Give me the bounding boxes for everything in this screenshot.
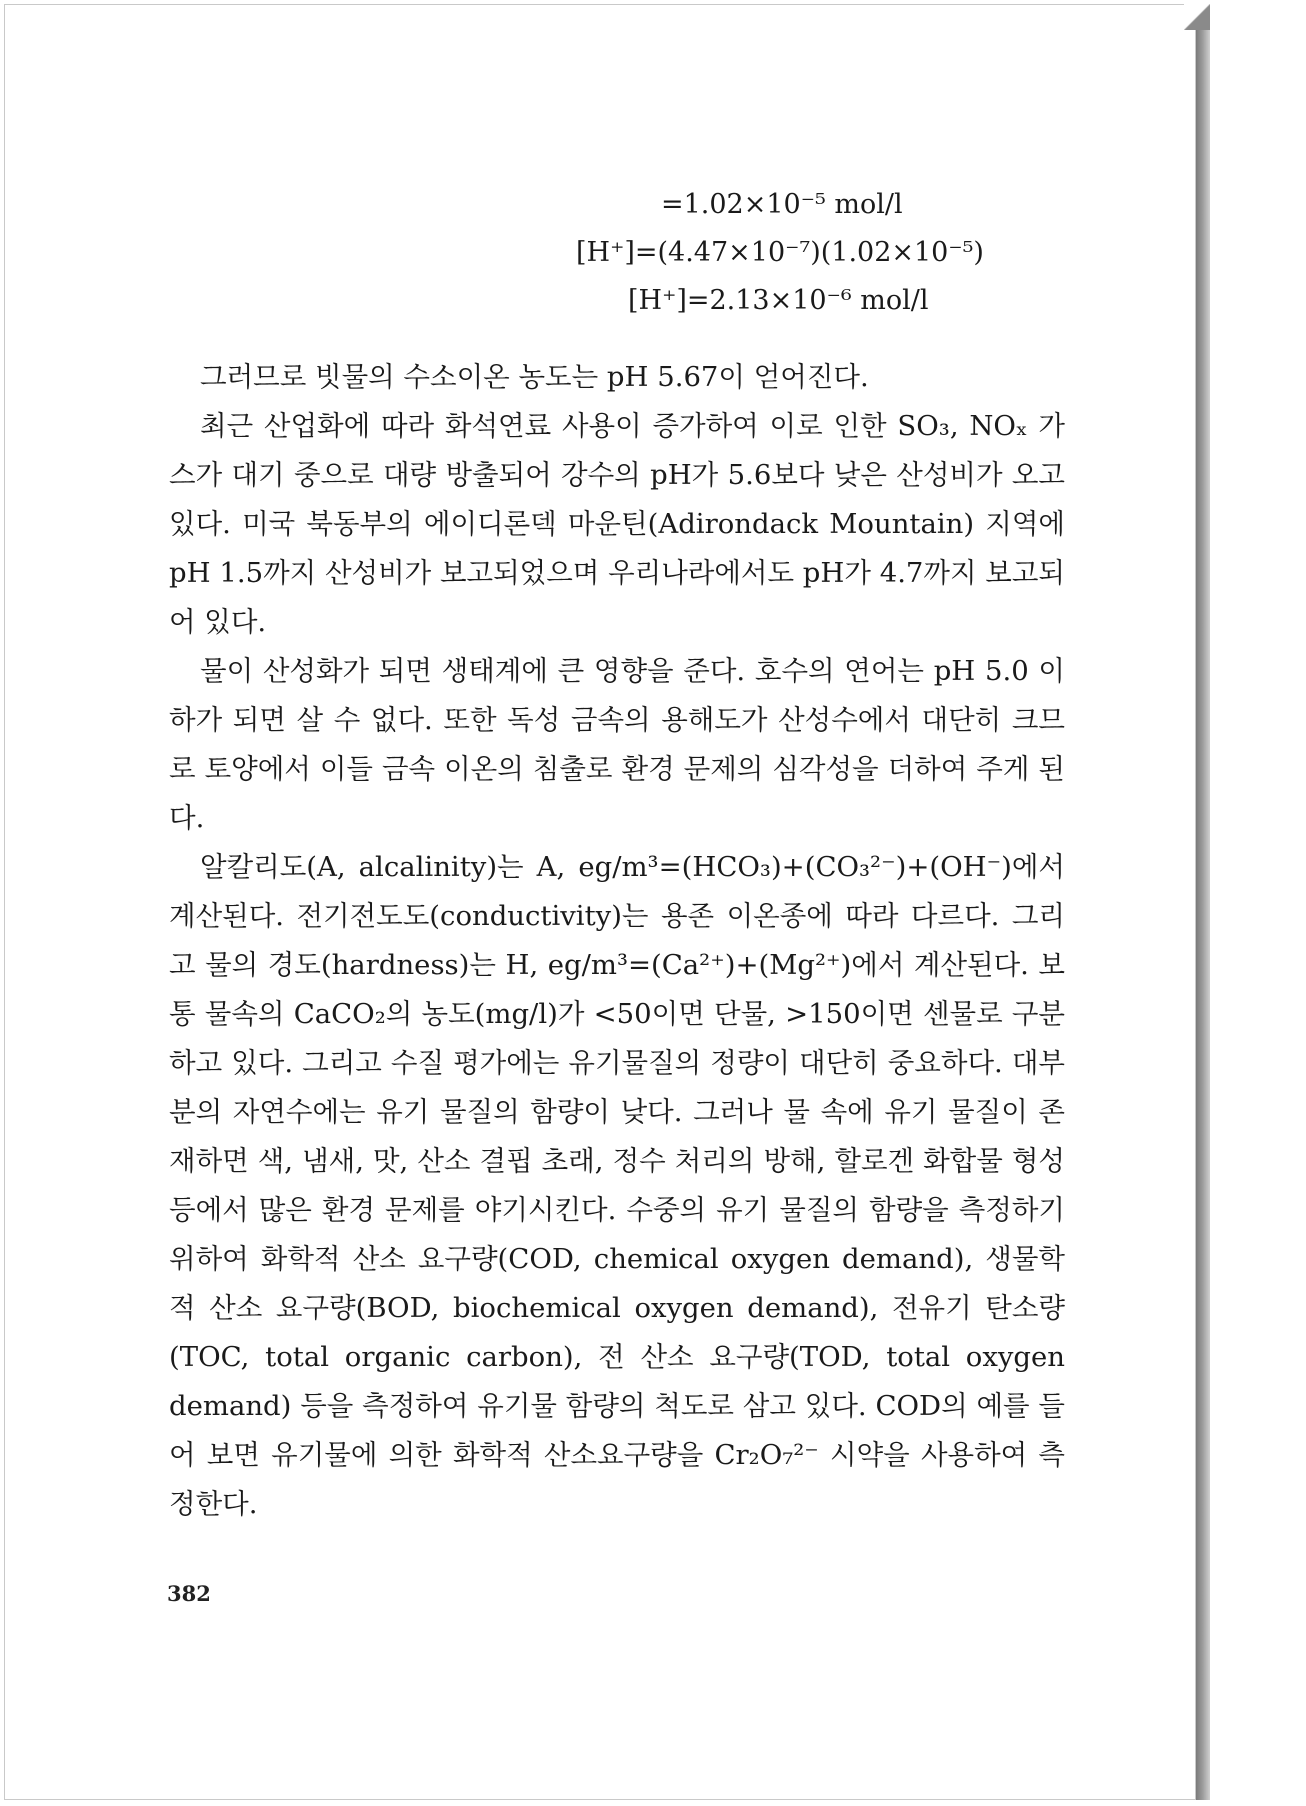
- page-number: 382: [167, 1581, 211, 1606]
- body-text: [169, 353, 1065, 1529]
- book-page: [4, 4, 1196, 1800]
- paragraph-4: 알칼리도(A, alcalinity)는 A, eg/m³=(HCO₃)+(CO₃²⁻)+(OH⁻)에서 계산된다. 전기전도도(conductivity)는 용존 이온종에 따라 다르다. 그리고 물의 경도(hardness)는 H, eg/m³=(Ca²⁺)+(Mg²⁺)에서 계산된다. 보통 물속의 CaCO₂의 농도(mg/l)가 <50이면 단물, >150이면 센물로 구분하고 있다. 그리고 수질 평가에는 유기물질의 정량이 대단히 중요하다. 대부분의 자연수에는 유기 물질의 함량이 낮다. 그러나 물 속에 유기 물질이 존재하면 색, 냄새, 맛, 산소 결핍 초래, 정수 처리의 방해, 할로겐 화합물 형성 등에서 많은 환경 문제를 야기시킨다. 수중의 유기 물질의 함량을 측정하기 위하여 화학적 산소 요구량(COD, chemical oxygen demand), 생물학적 산소 요구량(BOD, biochemical oxygen demand), 전유기 탄소량(TOC, total organic carbon), 전 산소 요구량(TOD, total oxygen demand) 등을 측정하여 유기물 함량의 척도로 삼고 있다. COD의 예를 들어 보면 유기물에 의한 화학적 산소요구량을 Cr₂O₇²⁻ 시약을 사용하여 측정한다.: [169, 851, 1065, 1520]
- equation-1: =1.02×10⁻⁵ mol/l: [661, 189, 903, 220]
- page-edge-shadow: [1196, 4, 1210, 1800]
- equation-2: [H⁺]=(4.47×10⁻⁷)(1.02×10⁻⁵): [576, 237, 984, 268]
- equation-block: [151, 181, 1196, 325]
- paragraph-1: 그러므로 빗물의 수소이온 농도는 pH 5.67이 얻어진다.: [200, 361, 869, 393]
- paragraph-3: 물이 산성화가 되면 생태계에 큰 영향을 준다. 호수의 연어는 pH 5.0 이하가 되면 살 수 없다. 또한 독성 금속의 용해도가 산성수에서 대단히 크므로 토양에서 이들 금속 이온의 침출로 환경 문제의 심각성을 더하여 주게 된다.: [169, 655, 1065, 834]
- page-corner-fold: [1184, 4, 1210, 30]
- paragraph-2: 최근 산업화에 따라 화석연료 사용이 증가하여 이로 인한 SO₃, NOₓ 가스가 대기 중으로 대량 방출되어 강수의 pH가 5.6보다 낮은 산성비가 오고 있다. 미국 북동부의 에이디론덱 마운틴(Adirondack Mountain) 지역에 pH 1.5까지 산성비가 보고되었으며 우리나라에서도 pH가 4.7까지 보고되어 있다.: [169, 410, 1065, 638]
- background: [1210, 0, 1306, 1806]
- equation-3: [H⁺]=2.13×10⁻⁶ mol/l: [628, 285, 929, 316]
